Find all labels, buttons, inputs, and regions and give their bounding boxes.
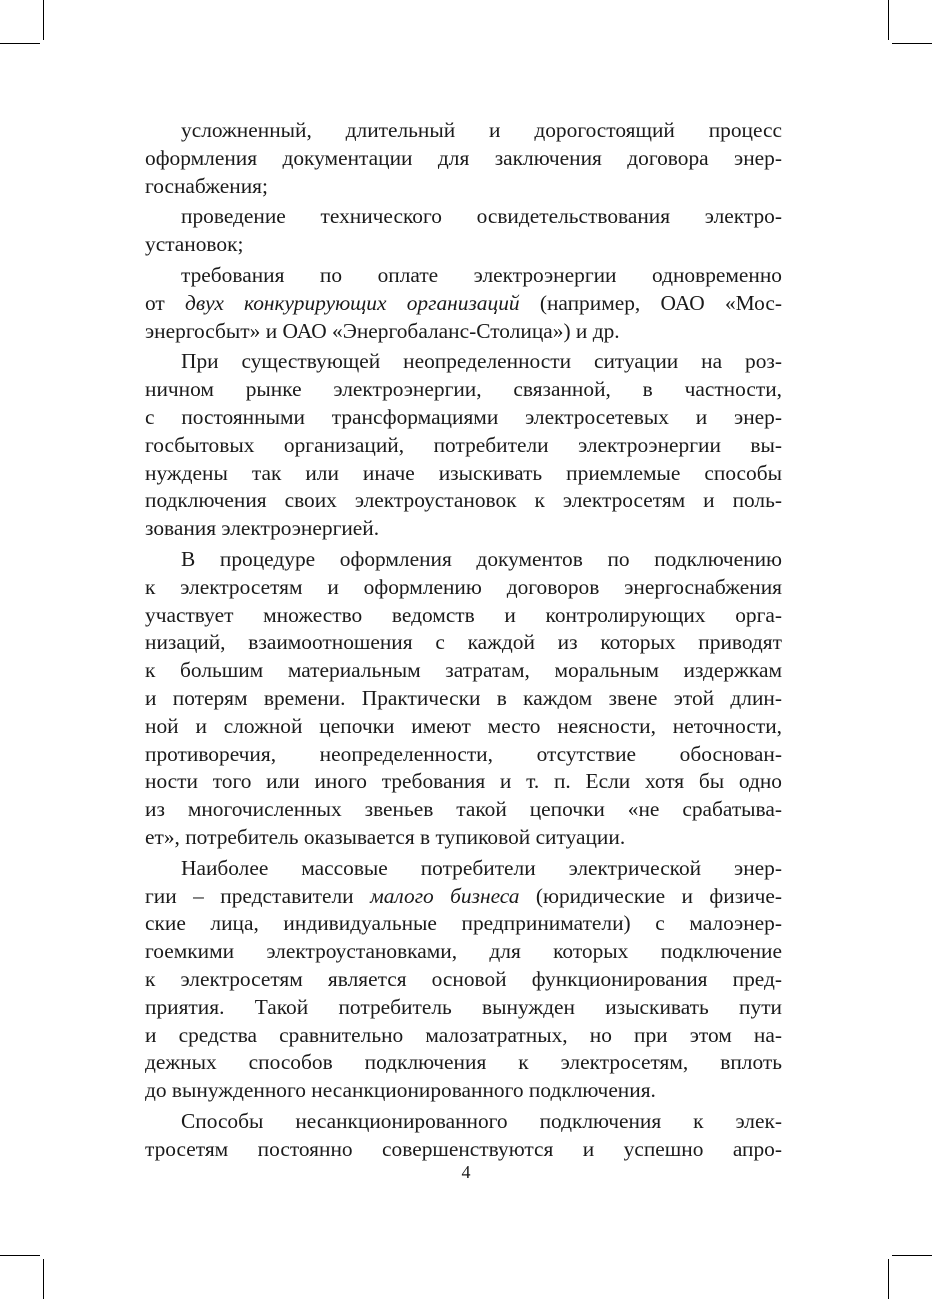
text-line: с постоянными трансформациями электросетевых и энер- (145, 404, 782, 429)
text-line: ет», потребитель оказывается в тупиковой ситуации. (145, 824, 626, 849)
text-line: до вынужденного несанкционированного подключения. (145, 1078, 656, 1103)
text-line: оформления документации для заключения договора энер- (145, 145, 782, 170)
crop-mark (888, 0, 889, 40)
text-line: и потерям времени. Практически в каждом звене этой длин- (145, 685, 782, 710)
crop-mark (43, 1259, 44, 1299)
text-line: госбытовых организаций, потребители электроэнергии вы- (145, 432, 782, 457)
text-line: При существующей неопределенности ситуации на роз- (181, 349, 782, 374)
text-line: усложненный, длительный и дорогостоящий процесс (181, 118, 782, 142)
crop-mark (0, 1255, 40, 1256)
italic-emphasis: двух конкурирующих организаций (185, 290, 520, 315)
text-line: нуждены так или иначе изыскивать приемлемые способы (145, 460, 782, 485)
text-line: подключения своих электроустановок к электросетям и поль- (145, 488, 782, 513)
text-line: к электросетям и оформлению договоров энергоснабжения (145, 574, 782, 599)
text-line: Способы несанкционированного подключения к элек- (181, 1108, 782, 1133)
text-line: к большим материальным затратам, моральным издержкам (145, 658, 782, 683)
text-line: госнабжения; (145, 173, 268, 198)
crop-mark (43, 0, 44, 40)
text-line: гоемкими электроустановками, для которых подключение (145, 939, 782, 964)
paragraph (145, 262, 782, 345)
text-line: В процедуре оформления документов по подключению (181, 546, 782, 571)
text-line: из многочисленных звеньев такой цепочки «не срабатыва- (145, 797, 782, 822)
text-line: ной и сложной цепочки имеют место неясности, неточности, (145, 713, 782, 738)
text-line: к электросетям является основой функционирования пред- (145, 966, 782, 991)
text-line: ничном рынке электроэнергии, связанной, в частности, (145, 377, 782, 402)
page-number: 4 (461, 1162, 471, 1182)
crop-mark (892, 43, 932, 44)
text-line: от двух конкурирующих организаций (например, ОАО «Мос- (145, 290, 782, 315)
body-text (145, 117, 782, 1163)
text-line: зования электроэнергией. (145, 516, 380, 541)
text-line: требования по оплате электроэнергии одновременно (181, 262, 782, 287)
crop-mark (0, 43, 40, 44)
text-line: установок; (145, 232, 244, 257)
crop-mark (888, 1259, 889, 1299)
paragraph (145, 348, 782, 543)
text-line: дежных способов подключения к электросетям, вплоть (145, 1050, 782, 1075)
paragraph (145, 203, 782, 259)
text-line: ские лица, индивидуальные предприниматели) с малоэнер- (145, 911, 782, 936)
text-line: Наиболее массовые потребители электрической энер- (181, 855, 782, 880)
text-line: энергосбыт» и ОАО «Энергобаланс-Столица») и др. (145, 318, 620, 343)
text-line: противоречия, неопределенности, отсутствие обоснован- (145, 741, 782, 766)
paragraph (145, 117, 782, 200)
paragraph (145, 1108, 782, 1164)
text-line: проведение технического освидетельствования электро- (181, 204, 782, 229)
text-line: низаций, взаимоотношения с каждой из которых приводят (145, 630, 782, 655)
text-line: и средства сравнительно малозатратных, но при этом на- (145, 1022, 782, 1047)
text-line: тросетям постоянно совершенствуются и успешно апро- (145, 1136, 782, 1161)
text-line: гии – представители малого бизнеса (юридические и физиче- (145, 883, 782, 908)
crop-mark (892, 1255, 932, 1256)
text-line: участвует множество ведомств и контролирующих орга- (145, 602, 782, 627)
text-line: приятия. Такой потребитель вынужден изыскивать пути (145, 994, 782, 1019)
italic-emphasis: малого бизнеса (370, 883, 520, 908)
paragraph (145, 546, 782, 852)
text-line: ности того или иного требования и т. п. Если хотя бы одно (145, 769, 782, 794)
paragraph (145, 855, 782, 1105)
